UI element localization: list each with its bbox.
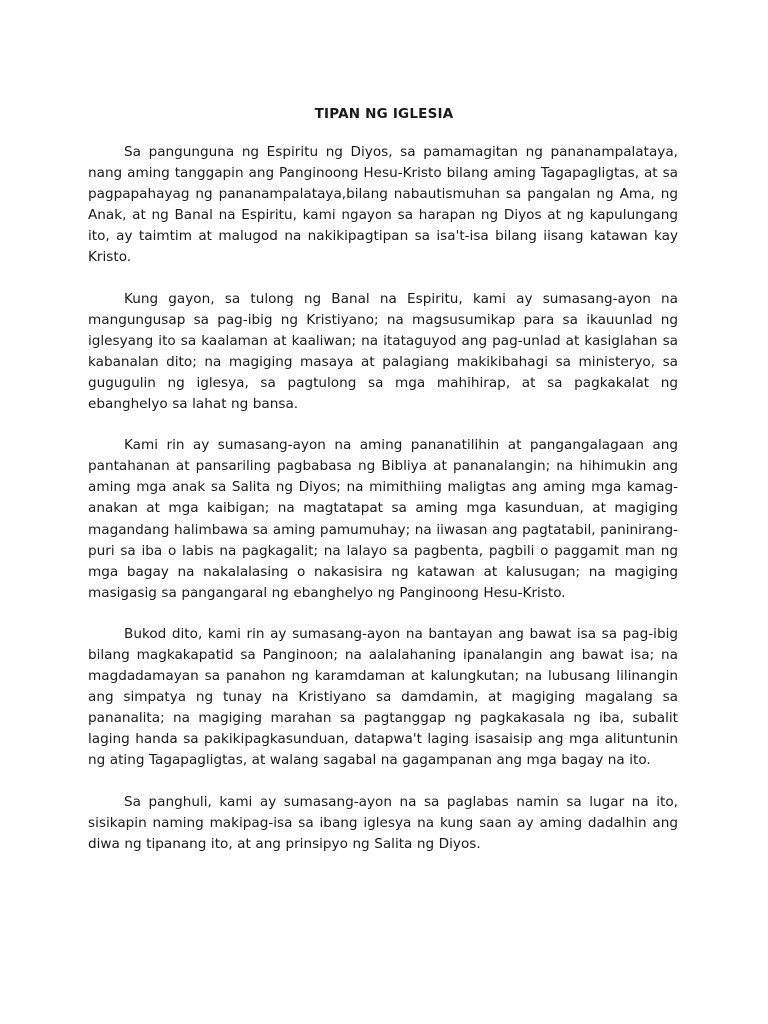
paragraph-2: Kung gayon, sa tulong ng Banal na Espiritu, kami ay sumasang-ayon na mangungusap sa pag-ibig ng Kristiyano; na magsusumikap para sa ikauunlad ng iglesyang ito sa kaalaman at kaaliwan; na itataguyod ang pag-unlad at kasiglahan sa kabanalan dito; na magiging masaya at palagiang makikibahagi sa ministeryo, sa gugugulin ng iglesya, sa pagtulong sa mga mahihirap, at sa pagkakalat ng ebanghelyo sa lahat ng bansa.	[88, 290, 678, 413]
paragraph-1: Sa pangunguna ng Espiritu ng Diyos, sa pamamagitan ng pananampalataya, nang aming tanggapin ang Panginoong Hesu-Kristo bilang aming Tagapagligtas, at sa pagpapahayag ng pananampalataya,bilang nabautismuhan sa pangalan ng Ama, ng Anak, at ng Banal na Espiritu, kami ngayon sa harapan ng Diyos at ng kapulungang ito, ay taimtim at malugod na nakikipagtipan sa isa't-isa bilang iisang katawan kay Kristo.	[88, 144, 678, 266]
document-body	[88, 142, 678, 875]
document-title: TIPAN NG IGLESIA	[314, 106, 454, 122]
paragraph-5: Sa panghuli, kami ay sumasang-ayon na sa paglabas namin sa lugar na ito, sisikapin naming makipag-isa sa ibang iglesya na kung saan ay aming dadalhin ang diwa ng tipanang ito, at ang prinsipyo ng Salita ng Diyos.	[88, 793, 678, 852]
paragraph-4: Bukod dito, kami rin ay sumasang-ayon na bantayan ang bawat isa sa pag-ibig bilang magkakapatid sa Panginoon; na aalalahaning ipanalangin ang bawat isa; na magdadamayan sa panahon ng karamdaman at kalungkutan; na lubusang lilinangin ang simpatya ng tunay na Kristiyano sa damdamin, at magiging magalang sa pananalita; na magiging marahan sa pagtanggap ng pagkakasala ng iba, subalit laging handa sa pakikipagkasunduan, datapwa't laging isasaisip ang mga alituntunin ng ating Tagapagligtas, at walang sagabal na gagampanan ang mga bagay na ito.	[88, 625, 678, 769]
paragraph-3: Kami rin ay sumasang-ayon na aming pananatilihin at pangangalagaan ang pantahanan at pansariling pagbabasa ng Bibliya at pananalangin; na hihimukin ang aming mga anak sa Salita ng Diyos; na mimithiing maligtas ang aming mga kamag-anakan at mga kaibigan; na magtatapat sa aming mga kasunduan, at magiging magandang halimbawa sa aming pamumuhay; na iiwasan ang pagtatabil, paninirang-puri sa iba o labis na pagkagalit; na lalayo sa pagbenta, pagbili o paggamit man ng mga bagay na nakalalasing o nakasisira ng katawan at kalusugan; na magiging masigasig sa pangangaral ng ebanghelyo ng Panginoong Hesu-Kristo.	[88, 437, 678, 601]
